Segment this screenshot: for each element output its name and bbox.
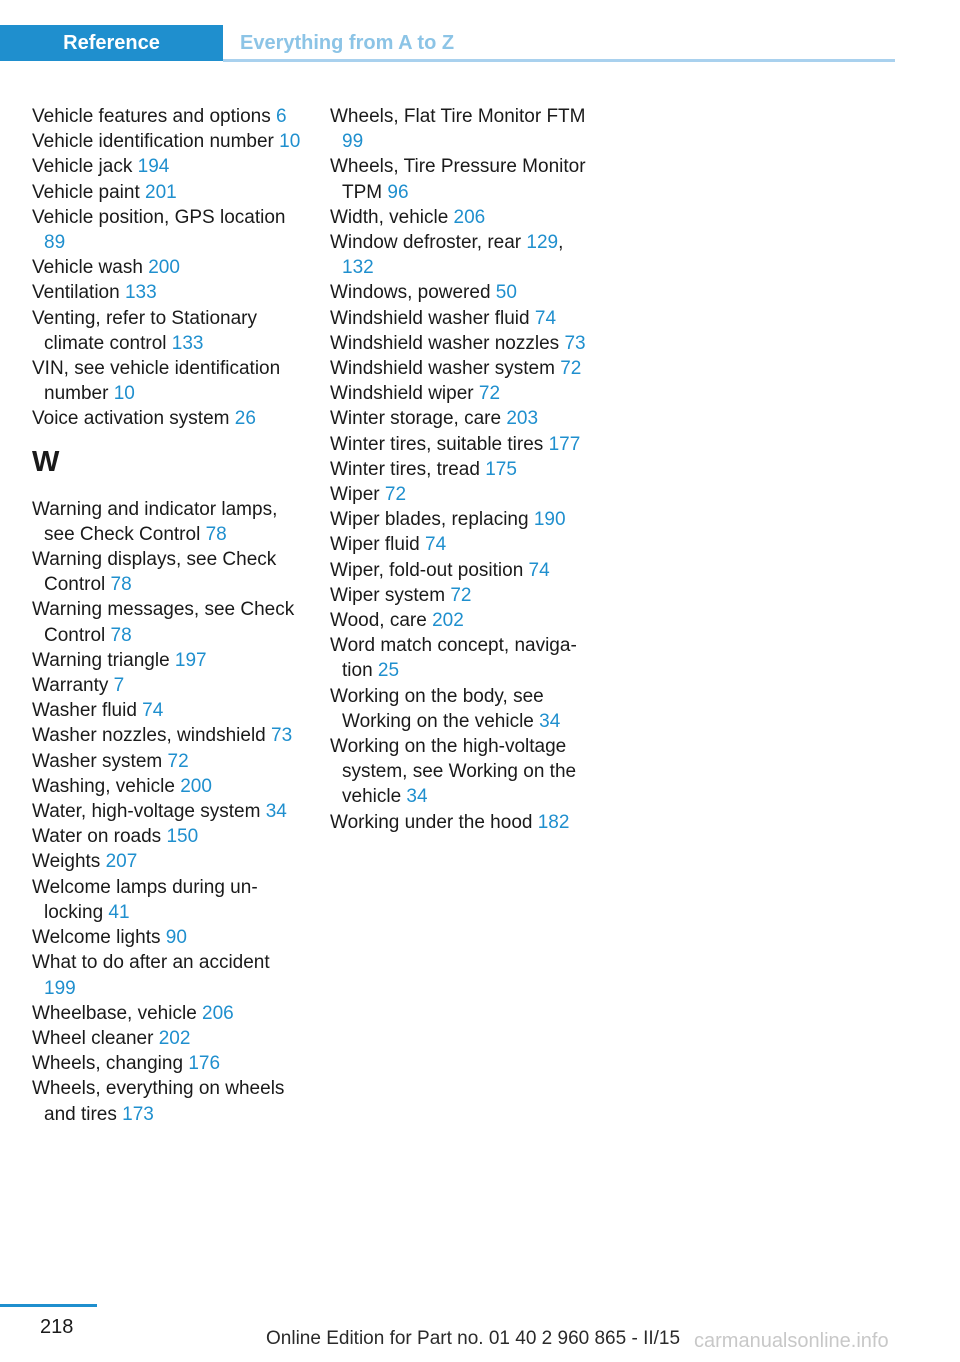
page-reference-link[interactable]: 10 [113,383,135,405]
page-reference-link[interactable]: 99 [342,131,364,153]
index-entry [330,154,600,204]
index-entry [32,673,304,698]
page-reference-link[interactable]: 203 [506,408,539,430]
index-entry [330,306,600,331]
index-entry [330,381,600,406]
index-term: Warning messages, see Check Control [32,599,295,646]
page-reference-link[interactable]: 206 [202,1002,234,1024]
index-term: Water on roads [32,826,167,848]
index-term: Venting, refer to Stationary climate control [32,307,257,354]
index-term: Windshield washer nozzles [330,332,565,354]
index-entry [32,875,304,925]
index-term: Voice activation system [32,408,235,430]
page-reference-link[interactable]: 201 [145,181,177,203]
index-entry [32,597,304,647]
index-term: Working on the body, see Working on the vehicle [330,685,544,732]
page-reference-link[interactable]: 132 [342,257,374,279]
page-reference-link[interactable]: 7 [113,675,125,697]
index-entry [330,583,600,608]
index-term: Wiper fluid [330,534,426,556]
page-reference-link[interactable]: 34 [406,786,428,808]
page-reference-link[interactable]: 34 [539,710,561,732]
footer-rule [0,1304,97,1307]
index-term: Width, vehicle [330,206,454,228]
page-reference-link[interactable]: 199 [44,977,76,999]
index-entry [330,532,600,557]
header-section-tab: Reference [0,25,223,61]
page-reference-link[interactable]: 176 [188,1053,221,1075]
index-term: Wiper [330,484,385,506]
page-reference-link[interactable]: 34 [265,801,287,823]
page-reference-link[interactable]: 74 [528,559,550,581]
index-term: Windows, powered [330,282,496,304]
page-reference-link[interactable]: 78 [110,624,132,646]
index-entry [330,406,600,431]
index-term: Vehicle wash [32,257,149,279]
index-entry [32,749,304,774]
index-term: Welcome lamps during unlocking [32,876,258,923]
index-term: Windshield washer fluid [330,307,535,329]
index-entry [32,1001,304,1026]
page-reference-link[interactable]: 200 [148,257,180,279]
index-term: Washing, vehicle [32,775,181,797]
index-term: Wheels, Tire Pressure Monitor TPM [330,156,586,203]
index-entry [32,723,304,748]
page-reference-link[interactable]: 73 [564,332,586,354]
index-term: Windshield wiper [330,383,479,405]
page-reference-link[interactable]: 72 [384,484,407,506]
index-term: Warning displays, see Check Control [32,549,277,596]
page-reference-link[interactable]: 26 [234,408,256,430]
section-letter-heading: W [32,445,60,478]
page-reference-link[interactable]: 72 [450,584,472,606]
index-term: Window defroster, rear [330,232,527,254]
index-column-left [32,104,304,1127]
index-entry [32,205,304,255]
page-reference-link[interactable]: 72 [478,383,501,405]
index-term: Wiper system [330,584,451,606]
index-entry [32,1051,304,1076]
page-number: 218 [40,1316,74,1338]
page-reference-link[interactable]: 150 [166,826,199,848]
index-term: Wiper blades, replacing [330,509,534,531]
index-term: Vehicle features and options [32,106,277,127]
index-term: Warning triangle [32,649,175,671]
index-entry [32,648,304,673]
index-entry [330,104,600,154]
page-reference-link[interactable]: 173 [122,1103,154,1125]
page-reference-link[interactable]: 202 [158,1027,191,1049]
index-entry [330,558,600,583]
page-reference-link[interactable]: 194 [137,156,170,178]
index-group-w [32,497,304,1127]
index-term: Winter storage, care [330,408,507,430]
page-reference-link[interactable]: 72 [560,358,582,380]
edition-note: Online Edition for Part no. 01 40 2 960 865 - II/15 [266,1328,681,1349]
index-term: Vehicle position, GPS location [32,206,286,228]
page-reference-link[interactable]: 73 [271,725,293,747]
index-term: Wiper, fold-out position [330,559,529,581]
index-entry [32,406,304,431]
header-rule [223,59,895,62]
page-reference-link[interactable]: 129 [526,232,559,254]
index-entry [32,154,304,179]
page-reference-link[interactable]: 200 [180,775,212,797]
index-entry [330,280,600,305]
index-term: Weights [32,851,106,873]
page-reference-link[interactable]: 202 [432,610,464,632]
page-reference-link[interactable]: 197 [174,649,207,671]
index-term: Washer system [32,750,168,772]
index-term: Vehicle jack [32,156,138,178]
index-entry [330,457,600,482]
index-term: Winter tires, suitable tires [330,433,549,455]
header-title: Everything from A to Z [240,31,455,54]
page-reference-link[interactable]: 89 [44,232,66,254]
index-entry [32,255,304,280]
index-term: Wheels, changing [32,1053,189,1075]
index-entry [330,230,600,280]
index-term: Washer fluid [32,700,143,722]
index-entry [32,547,304,597]
index-entry [330,734,600,810]
page-reference-link[interactable]: 10 [279,131,301,153]
index-entry [32,129,304,154]
index-term: Wood, care [330,610,433,632]
index-term: Word match concept, navigation [330,635,577,682]
watermark: carmanualsonline.info [694,1330,889,1352]
index-group-v [32,104,304,432]
index-entry [32,799,304,824]
index-entry [330,205,600,230]
index-term: Vehicle identification number [32,131,280,153]
page-reference-link[interactable]: 50 [495,282,517,304]
index-entry [32,104,304,129]
page-reference-link[interactable]: 90 [165,927,187,949]
page-reference-link[interactable]: 206 [453,206,486,228]
index-term: Windshield washer system [330,358,561,380]
page-reference-link[interactable]: 74 [425,534,447,556]
index-term: Water, high-voltage system [32,801,266,823]
index-entry [330,482,600,507]
index-entry [32,824,304,849]
index-entry [330,432,600,457]
index-entry [330,331,600,356]
page-reference-link[interactable]: 207 [105,851,138,873]
index-term: What to do after an accident [32,952,270,974]
index-column-right [330,104,600,835]
page-reference-link[interactable]: 175 [485,458,517,480]
index-entry [32,280,304,305]
index-term: Welcome lights [32,927,166,949]
page-separator: , [558,232,564,254]
index-term: Wheel cleaner [32,1027,159,1049]
index-entry [32,849,304,874]
index-entry [330,356,600,381]
index-term: Warranty [32,675,114,697]
index-entry [32,306,304,356]
index-entry [32,774,304,799]
page-reference-link[interactable]: 190 [533,509,566,531]
index-term: Winter tires, tread [330,458,486,480]
index-entry [330,684,600,734]
page-reference-link[interactable]: 182 [537,811,570,833]
page-reference-link[interactable]: 133 [171,332,204,354]
index-entry [32,1026,304,1051]
index-term: Wheelbase, vehicle [32,1002,203,1024]
page-reference-link[interactable]: 6 [276,106,287,127]
page-reference-link[interactable]: 78 [205,523,227,545]
page-reference-link[interactable]: 74 [534,307,557,329]
index-term: Ventilation [32,282,125,304]
index-term: Working under the hood [330,811,538,833]
page-reference-link[interactable]: 78 [110,574,132,596]
page-reference-link[interactable]: 41 [108,901,130,923]
index-entry [32,1076,304,1126]
index-entry [330,633,600,683]
index-entry [32,950,304,1000]
index-entry [330,608,600,633]
page-reference-link[interactable]: 133 [124,282,157,304]
index-entry [32,698,304,723]
index-term: Wheels, Flat Tire Monitor FTM [330,106,586,127]
page-reference-link[interactable]: 96 [387,181,409,203]
index-entry [32,180,304,205]
index-entry [32,925,304,950]
index-term: Wheels, everything on wheels and tires [32,1078,285,1125]
index-term: Washer nozzles, windshield [32,725,272,747]
index-entry [32,497,304,547]
page-reference-link[interactable]: 177 [548,433,581,455]
index-term: VIN, see vehicle identification number [32,358,281,405]
index-term: Vehicle paint [32,181,146,203]
page-reference-link[interactable]: 74 [142,700,164,722]
index-entry [330,507,600,532]
index-entry [32,356,304,406]
index-group-w-continued [330,104,600,835]
index-term: Warning and indicator lamps, see Check Control [32,498,278,545]
page-reference-link[interactable]: 72 [167,750,189,772]
page-reference-link[interactable]: 25 [377,660,400,682]
index-entry [330,810,600,835]
index-term: Working on the high-voltage system, see Working on the vehicle [330,736,577,808]
